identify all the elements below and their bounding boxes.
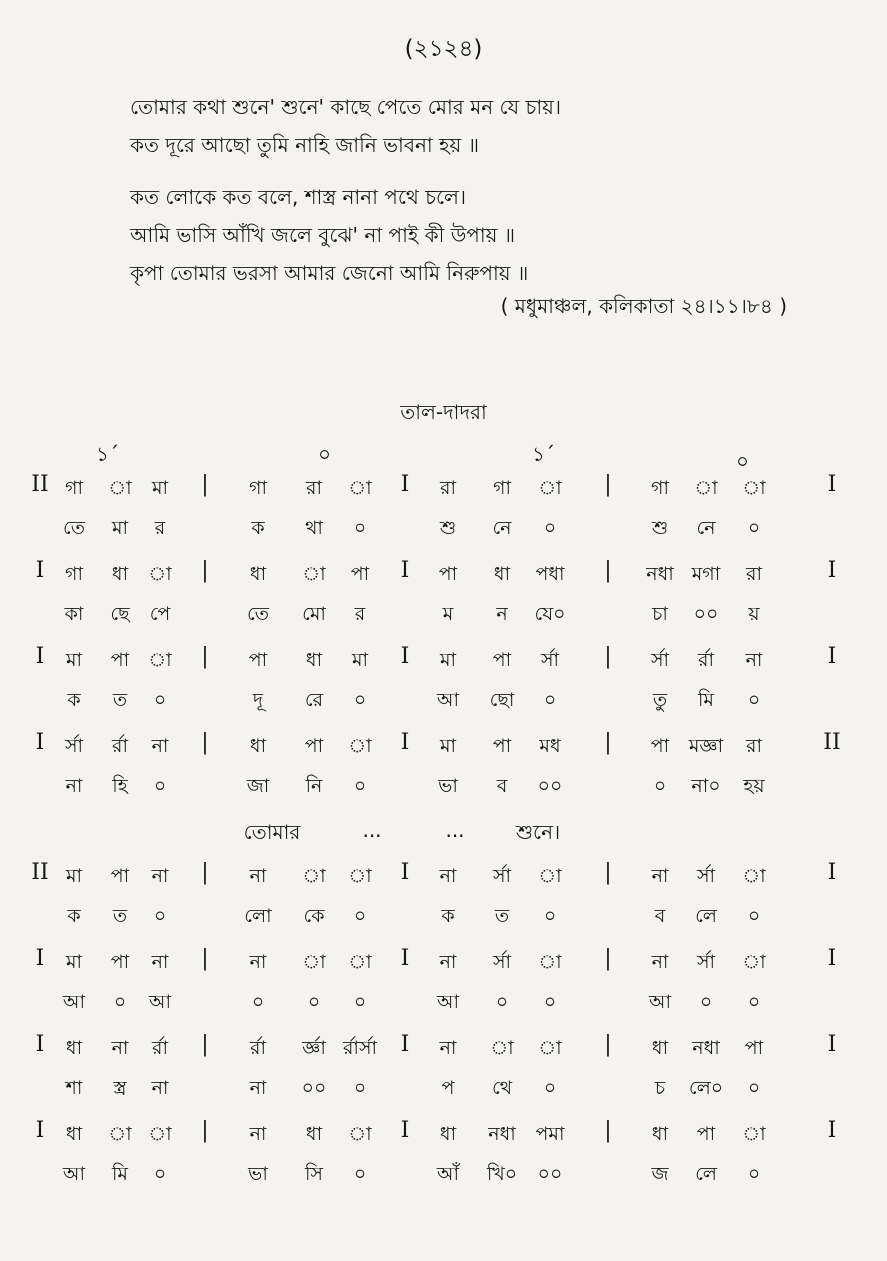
bar-line: | <box>201 644 209 669</box>
swara-note: মা <box>439 649 457 671</box>
lyric-line: কত লোকে কত বলে, শাস্ত্র নানা পথে চলে। <box>130 185 467 209</box>
lyric-syllable: রে <box>304 689 324 711</box>
lyric-syllable: ০ <box>747 1163 761 1185</box>
lyric-syllable: ০ <box>653 775 667 797</box>
lyric-syllable: ০০ <box>537 775 563 797</box>
lyric-syllable: লো <box>244 905 272 927</box>
lyric-syllable-row <box>0 902 887 948</box>
swara-note: নধা <box>692 1037 720 1059</box>
lyric-syllable: আঁ <box>436 1163 460 1185</box>
swara-note: া <box>538 477 562 499</box>
bar-line: | <box>604 1032 612 1057</box>
swara-note: পা <box>744 1037 764 1059</box>
swara-note: গা <box>651 477 669 499</box>
lyric-syllable: ০ <box>353 991 367 1013</box>
bar-line: | <box>201 1032 209 1057</box>
lyric-syllable: ০ <box>353 775 367 797</box>
lyric-syllable: থা <box>305 517 323 539</box>
lyric-line: কত দূরে আছো তুমি নাহি জানি ভাবনা হয় ॥ <box>130 133 480 157</box>
swara-note: ধা <box>111 563 129 585</box>
lyric-syllable: ০ <box>353 1163 367 1185</box>
swara-note: না <box>111 1037 129 1059</box>
swara-note: নধা <box>488 1123 516 1145</box>
swara-row <box>0 732 887 772</box>
lyric-syllable: ০ <box>543 991 557 1013</box>
swara-note: না <box>439 951 457 973</box>
swara-note: না <box>151 865 169 887</box>
lyric-syllable: আ <box>148 991 172 1013</box>
swara-note: ধা <box>493 563 511 585</box>
bar-line: | <box>201 472 209 497</box>
lyric-syllable: ক <box>67 689 81 711</box>
swara-note: ধা <box>65 1037 83 1059</box>
swara-note: র্সা <box>696 951 716 973</box>
lyric-syllable: ক <box>441 905 455 927</box>
lyric-syllable: র <box>154 517 166 539</box>
lyric-syllable-row <box>0 772 887 818</box>
swara-note: া <box>490 1037 514 1059</box>
refrain-line <box>0 818 887 862</box>
source-note: ( মধুমাঞ্চল, কলিকাতা ২৪।১১।৮৪ ) <box>500 294 787 318</box>
swara-note: মা <box>439 735 457 757</box>
swara-note: র্রা <box>152 1037 168 1059</box>
lyric-syllable: প <box>441 1077 455 1099</box>
swara-row <box>0 1120 887 1160</box>
lyric-syllable: জা <box>246 775 270 797</box>
swara-note: মা <box>151 477 169 499</box>
song-lyrics <box>130 88 561 292</box>
swara-note: মা <box>351 649 369 671</box>
lyric-syllable: ত <box>112 689 128 711</box>
swara-note: র্সা <box>650 649 670 671</box>
swara-note: রা <box>306 477 322 499</box>
bar-line: | <box>604 730 612 755</box>
swara-note: া <box>742 865 766 887</box>
swara-note: না <box>651 951 669 973</box>
swara-note: ধা <box>249 735 267 757</box>
lyric-syllable: লে <box>695 905 717 927</box>
lyric-syllable: ০ <box>747 517 761 539</box>
lyric-syllable: ০ <box>353 517 367 539</box>
swara-note: া <box>108 477 132 499</box>
lyric-syllable: ০ <box>543 1077 557 1099</box>
swara-note: না <box>151 951 169 973</box>
lyric-syllable: মি <box>698 689 714 711</box>
bar-line: I <box>400 1118 410 1143</box>
swara-note: ধা <box>65 1123 83 1145</box>
swara-note: া <box>108 1123 132 1145</box>
lyric-syllable: শু <box>439 517 457 539</box>
swara-row <box>0 1034 887 1074</box>
bar-line: | <box>604 558 612 583</box>
lyric-syllable: তে <box>63 517 85 539</box>
lyric-syllable: ক <box>67 905 81 927</box>
swara-note: পধা <box>535 563 565 585</box>
bar-line: I <box>827 558 837 583</box>
lyric-syllable: জ <box>651 1163 669 1185</box>
lyric-syllable: নি <box>305 775 323 797</box>
lyric-syllable: ০০ <box>693 603 719 625</box>
swara-note: া <box>302 951 326 973</box>
swara-note: মা <box>65 649 83 671</box>
lyric-line: তোমার কথা শুনে' শুনে' কাছে পেতে মোর মন যে চায়। <box>130 95 562 119</box>
refrain-word: শুনে। <box>515 820 561 844</box>
swara-note: া <box>348 1123 372 1145</box>
bar-line: I <box>400 730 410 755</box>
lyric-syllable: চ <box>654 1077 666 1099</box>
lyric-syllable-row <box>0 514 887 560</box>
lyric-syllable: ভা <box>248 1163 268 1185</box>
lyric-syllable: না <box>65 775 83 797</box>
lyric-syllable: ০ <box>699 991 713 1013</box>
lyric-syllable: তে <box>247 603 269 625</box>
swara-note: না <box>651 865 669 887</box>
lyric-syllable: ০ <box>153 905 167 927</box>
lyric-syllable: থে <box>491 1077 513 1099</box>
bar-line: I <box>35 1032 45 1057</box>
lyric-syllable-row <box>0 1074 887 1120</box>
swara-note: া <box>538 1037 562 1059</box>
bar-line: | <box>201 860 209 885</box>
lyric-syllable: আ <box>62 1163 86 1185</box>
lyric-syllable: ব <box>496 775 508 797</box>
swara-note: র্সা <box>492 865 512 887</box>
bar-line: | <box>201 1118 209 1143</box>
lyric-syllable: না০ <box>691 775 721 797</box>
swara-note: গা <box>249 477 267 499</box>
lyric-syllable: কা <box>64 603 84 625</box>
bar-line: I <box>827 472 837 497</box>
swara-note: পমা <box>535 1123 565 1145</box>
lyric-syllable: ০০ <box>301 1077 327 1099</box>
swara-note: না <box>249 951 267 973</box>
lyric-syllable: ০ <box>747 905 761 927</box>
swara-note: া <box>148 649 172 671</box>
lyric-syllable: আ <box>648 991 672 1013</box>
lyric-syllable: মা <box>111 517 129 539</box>
swara-note: পা <box>248 649 268 671</box>
swara-note: গা <box>493 477 511 499</box>
lyric-syllable: যে০ <box>534 603 566 625</box>
lyric-syllable: হি <box>112 775 128 797</box>
swara-note: া <box>348 951 372 973</box>
bar-line: I <box>827 860 837 885</box>
lyric-syllable: লে০ <box>688 1077 724 1099</box>
swara-note: পা <box>492 649 512 671</box>
bar-line: I <box>400 472 410 497</box>
swara-note: র্রার্সা <box>342 1037 378 1059</box>
swara-note: ধা <box>305 649 323 671</box>
lyric-syllable: ০ <box>113 991 127 1013</box>
refrain-word: ... <box>362 818 382 842</box>
swara-note: া <box>348 477 372 499</box>
swara-note: ধা <box>305 1123 323 1145</box>
swara-note: না <box>439 865 457 887</box>
swara-note: া <box>148 1123 172 1145</box>
bar-line: I <box>35 644 45 669</box>
swara-note: পা <box>110 951 130 973</box>
bar-line: I <box>827 644 837 669</box>
lyric-syllable: চা <box>652 603 668 625</box>
bar-line: I <box>35 558 45 583</box>
bar-line: I <box>827 1032 837 1057</box>
lyric-syllable: ক <box>251 517 265 539</box>
lyric-syllable: ০ <box>353 689 367 711</box>
bar-line: | <box>201 558 209 583</box>
lyric-syllable: খি০ <box>486 1163 518 1185</box>
lyric-syllable: পে <box>149 603 171 625</box>
swara-note: া <box>538 951 562 973</box>
swara-note: া <box>742 951 766 973</box>
lyric-syllable: আ <box>436 689 460 711</box>
swara-note: গা <box>65 477 83 499</box>
swara-row <box>0 646 887 686</box>
swara-note: ধা <box>439 1123 457 1145</box>
swara-note: র্রা <box>112 735 128 757</box>
lyric-syllable: শা <box>65 1077 83 1099</box>
bar-line: I <box>35 730 45 755</box>
bar-line: I <box>35 1118 45 1143</box>
swara-note: র্রা <box>698 649 714 671</box>
lyric-syllable: ০ <box>747 689 761 711</box>
swara-note: া <box>742 1123 766 1145</box>
swara-note: না <box>249 1123 267 1145</box>
lyric-syllable: ব <box>654 905 666 927</box>
swara-note: র্সা <box>64 735 84 757</box>
bar-line: I <box>35 946 45 971</box>
lyric-syllable: ০ <box>251 991 265 1013</box>
swara-note: না <box>439 1037 457 1059</box>
swara-row <box>0 474 887 514</box>
lyric-syllable-row <box>0 988 887 1034</box>
lyric-syllable: আ <box>62 991 86 1013</box>
bar-line: I <box>400 860 410 885</box>
lyric-syllable: ০ <box>543 905 557 927</box>
lyric-syllable: শু <box>651 517 669 539</box>
lyric-syllable: মো <box>302 603 326 625</box>
lyric-syllable-row <box>0 1160 887 1206</box>
bar-line: | <box>604 946 612 971</box>
tal-title: তাল-দাদরা <box>400 400 487 424</box>
lyric-syllable-row <box>0 600 887 646</box>
swara-note: না <box>151 735 169 757</box>
swara-note: পা <box>492 735 512 757</box>
swara-note: পা <box>304 735 324 757</box>
lyric-syllable: লে <box>695 1163 717 1185</box>
lyric-syllable: ত <box>112 905 128 927</box>
swara-note: পা <box>650 735 670 757</box>
swara-note: না <box>745 649 763 671</box>
lyric-syllable: ০ <box>353 1077 367 1099</box>
swara-note: পা <box>696 1123 716 1145</box>
beat-marker: ০ <box>318 442 332 466</box>
lyric-syllable: তু <box>652 689 668 711</box>
lyric-syllable: ০ <box>153 689 167 711</box>
lyric-syllable: ০ <box>153 1163 167 1185</box>
beat-marker: ১´ <box>532 442 555 466</box>
swara-note: া <box>348 865 372 887</box>
lyric-syllable: নে <box>696 517 716 539</box>
bar-line: | <box>604 1118 612 1143</box>
bar-line: | <box>604 472 612 497</box>
bar-line: | <box>201 946 209 971</box>
bar-line: | <box>201 730 209 755</box>
lyric-line: কৃপা তোমার ভরসা আমার জেনো আমি নিরুপায় ॥ <box>130 261 529 285</box>
lyric-syllable: দূ <box>253 689 263 711</box>
bar-line: II <box>31 472 49 497</box>
lyric-syllable: ভা <box>438 775 458 797</box>
swara-note: রা <box>440 477 456 499</box>
lyric-syllable: ম <box>442 603 454 625</box>
swara-note: মগা <box>691 563 721 585</box>
bar-line: I <box>400 1032 410 1057</box>
bar-line: I <box>400 946 410 971</box>
swara-note: র্সা <box>492 951 512 973</box>
lyric-syllable-row <box>0 686 887 732</box>
swara-note: পা <box>350 563 370 585</box>
lyric-syllable: ০ <box>747 991 761 1013</box>
lyric-syllable: কে <box>303 905 325 927</box>
page-number: (২১২৪) <box>404 36 483 62</box>
lyric-syllable: ০ <box>747 1077 761 1099</box>
swara-note: া <box>694 477 718 499</box>
lyric-syllable: ০ <box>543 689 557 711</box>
bar-line: I <box>400 558 410 583</box>
swara-note: না <box>249 865 267 887</box>
lyric-syllable: আ <box>436 991 460 1013</box>
lyric-syllable: র <box>354 603 366 625</box>
swara-note: া <box>538 865 562 887</box>
lyric-syllable: ০ <box>307 991 321 1013</box>
beat-marker: ১´ <box>96 442 119 466</box>
lyric-syllable: নে <box>492 517 512 539</box>
swara-note: মা <box>65 951 83 973</box>
swara-note: া <box>148 563 172 585</box>
swara-note: পা <box>438 563 458 585</box>
bar-line: I <box>827 946 837 971</box>
swara-note: র্সা <box>696 865 716 887</box>
lyric-syllable: না <box>249 1077 267 1099</box>
beat-marker: ০ <box>736 449 750 473</box>
swara-note: ধা <box>651 1123 669 1145</box>
lyric-syllable: হয় <box>743 775 765 797</box>
lyric-syllable: ন <box>496 603 508 625</box>
swara-note: া <box>742 477 766 499</box>
lyric-line: আমি ভাসি আঁখি জলে বুঝে' না পাই কী উপায় ॥ <box>130 223 516 247</box>
lyric-syllable: ০ <box>543 517 557 539</box>
swara-note: র্জ্ঞা <box>302 1037 326 1059</box>
swara-note: পা <box>110 865 130 887</box>
lyric-syllable: ০০ <box>537 1163 563 1185</box>
swara-row <box>0 862 887 902</box>
swara-note: র্সা <box>540 649 560 671</box>
bar-line: II <box>31 860 49 885</box>
lyric-syllable: স্ত্র <box>113 1077 127 1099</box>
lyric-syllable: ছে <box>110 603 130 625</box>
lyric-syllable: ০ <box>353 905 367 927</box>
swara-note: ধা <box>249 563 267 585</box>
lyric-syllable: না <box>151 1077 169 1099</box>
lyric-syllable: ০ <box>495 991 509 1013</box>
lyric-syllable: য় <box>748 603 760 625</box>
swara-note: ধা <box>651 1037 669 1059</box>
lyric-syllable: ছো <box>489 689 515 711</box>
bar-line: I <box>827 1118 837 1143</box>
notation-grid <box>0 474 887 1206</box>
swara-note: মা <box>65 865 83 887</box>
swara-note: া <box>302 865 326 887</box>
swara-note: রা <box>746 563 762 585</box>
refrain-word: তোমার <box>243 820 301 844</box>
bar-line: | <box>604 644 612 669</box>
refrain-word: ... <box>445 818 465 842</box>
bar-line: II <box>823 730 841 755</box>
lyric-syllable: ত <box>494 905 510 927</box>
swara-note: নধা <box>646 563 674 585</box>
swara-note: মজ্ঞা <box>688 735 724 757</box>
bar-line: | <box>604 860 612 885</box>
swara-row <box>0 948 887 988</box>
bar-line: I <box>400 644 410 669</box>
swara-note: পা <box>110 649 130 671</box>
swara-note: া <box>348 735 372 757</box>
lyric-syllable: ০ <box>153 775 167 797</box>
lyric-syllable: সি <box>305 1163 323 1185</box>
swara-note: া <box>302 563 326 585</box>
swara-note: গা <box>65 563 83 585</box>
lyric-syllable: মি <box>112 1163 128 1185</box>
swara-note: রা <box>746 735 762 757</box>
swara-note: মধ <box>539 735 561 757</box>
swara-row <box>0 560 887 600</box>
swara-note: র্রা <box>250 1037 266 1059</box>
